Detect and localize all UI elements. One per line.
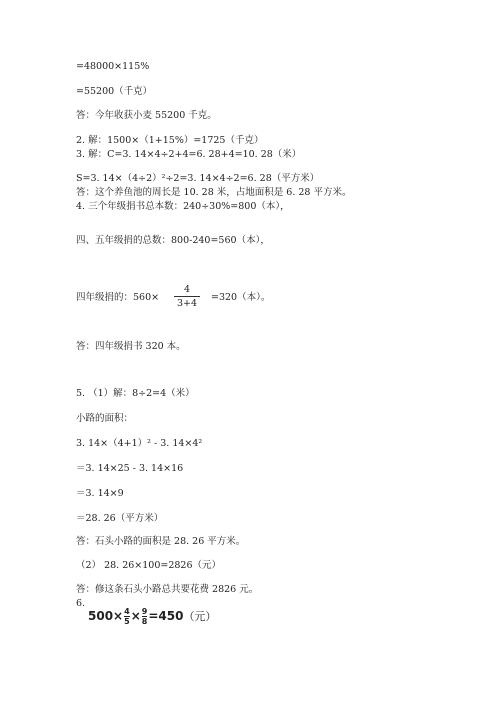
formula-unit: （元） — [183, 610, 217, 623]
text-line-5: 3. 解：C=3. 14×4÷2+4=6. 28+4=10. 28（米） — [76, 149, 302, 160]
fraction-numerator: 4 — [183, 284, 191, 295]
text-line-1: =48000×115% — [76, 61, 150, 72]
fraction-denominator: 3+4 — [176, 298, 198, 309]
text-line-14: 3. 14×（4+1）² - 3. 14×4² — [76, 438, 203, 449]
formula-fraction-9-8 — [142, 607, 148, 626]
text-line-19: （2） 28. 26×100=2826（元） — [76, 560, 222, 571]
text-line-8: 4. 三个年级捐书总本数：240÷30%=800（本）， — [76, 201, 290, 212]
text-line-11: 答：四年级捐书 320 本。 — [76, 341, 186, 352]
text-line-9: 四、五年级捐的总数：800-240=560（本）， — [76, 235, 270, 246]
fraction-numerator: 4 — [124, 607, 130, 616]
text-line-10-suffix: =320（本）。 — [211, 292, 271, 303]
fraction-numerator: 9 — [141, 607, 148, 616]
text-line-15: ＝3. 14×25 - 3. 14×16 — [76, 463, 184, 474]
text-line-3: 答：今年收获小麦 55200 千克。 — [76, 110, 217, 121]
fraction-bar — [174, 296, 200, 297]
formula-result: =450 — [148, 609, 184, 623]
fraction-denominator: 5 — [124, 617, 130, 626]
text-line-4: 2. 解：1500×（1+15%）=1725（千克） — [76, 135, 264, 146]
formula-line-6 — [88, 604, 216, 629]
formula-part-500: 500× — [88, 609, 124, 623]
formula-fraction-4-5 — [124, 607, 130, 626]
formula-times: × — [130, 609, 141, 623]
text-line-21-label: 6. — [76, 598, 86, 609]
text-line-13: 小路的面积： — [76, 413, 134, 424]
fraction-4-over-3plus4 — [174, 284, 200, 309]
text-line-10-prefix: 四年级捐的：560× — [76, 292, 160, 303]
text-line-18: 答：石头小路的面积是 28. 26 平方米。 — [76, 536, 246, 547]
text-line-16: ＝3. 14×9 — [76, 488, 124, 499]
text-line-20: 答：修这条石头小路总共要花费 2826 元。 — [76, 584, 259, 595]
text-line-12: 5. （1）解：8÷2=4（米） — [76, 388, 195, 399]
text-line-2: =55200（千克） — [76, 86, 153, 97]
text-line-17: ＝28. 26（平方米） — [76, 513, 164, 524]
text-line-7: 答：这个养鱼池的周长是 10. 28 米，占地面积是 6. 28 平方米。 — [76, 187, 352, 198]
fraction-denominator: 8 — [141, 617, 148, 626]
text-line-6: S=3. 14×（4÷2）²÷2=3. 14×4÷2=6. 28（平方米） — [76, 173, 320, 184]
